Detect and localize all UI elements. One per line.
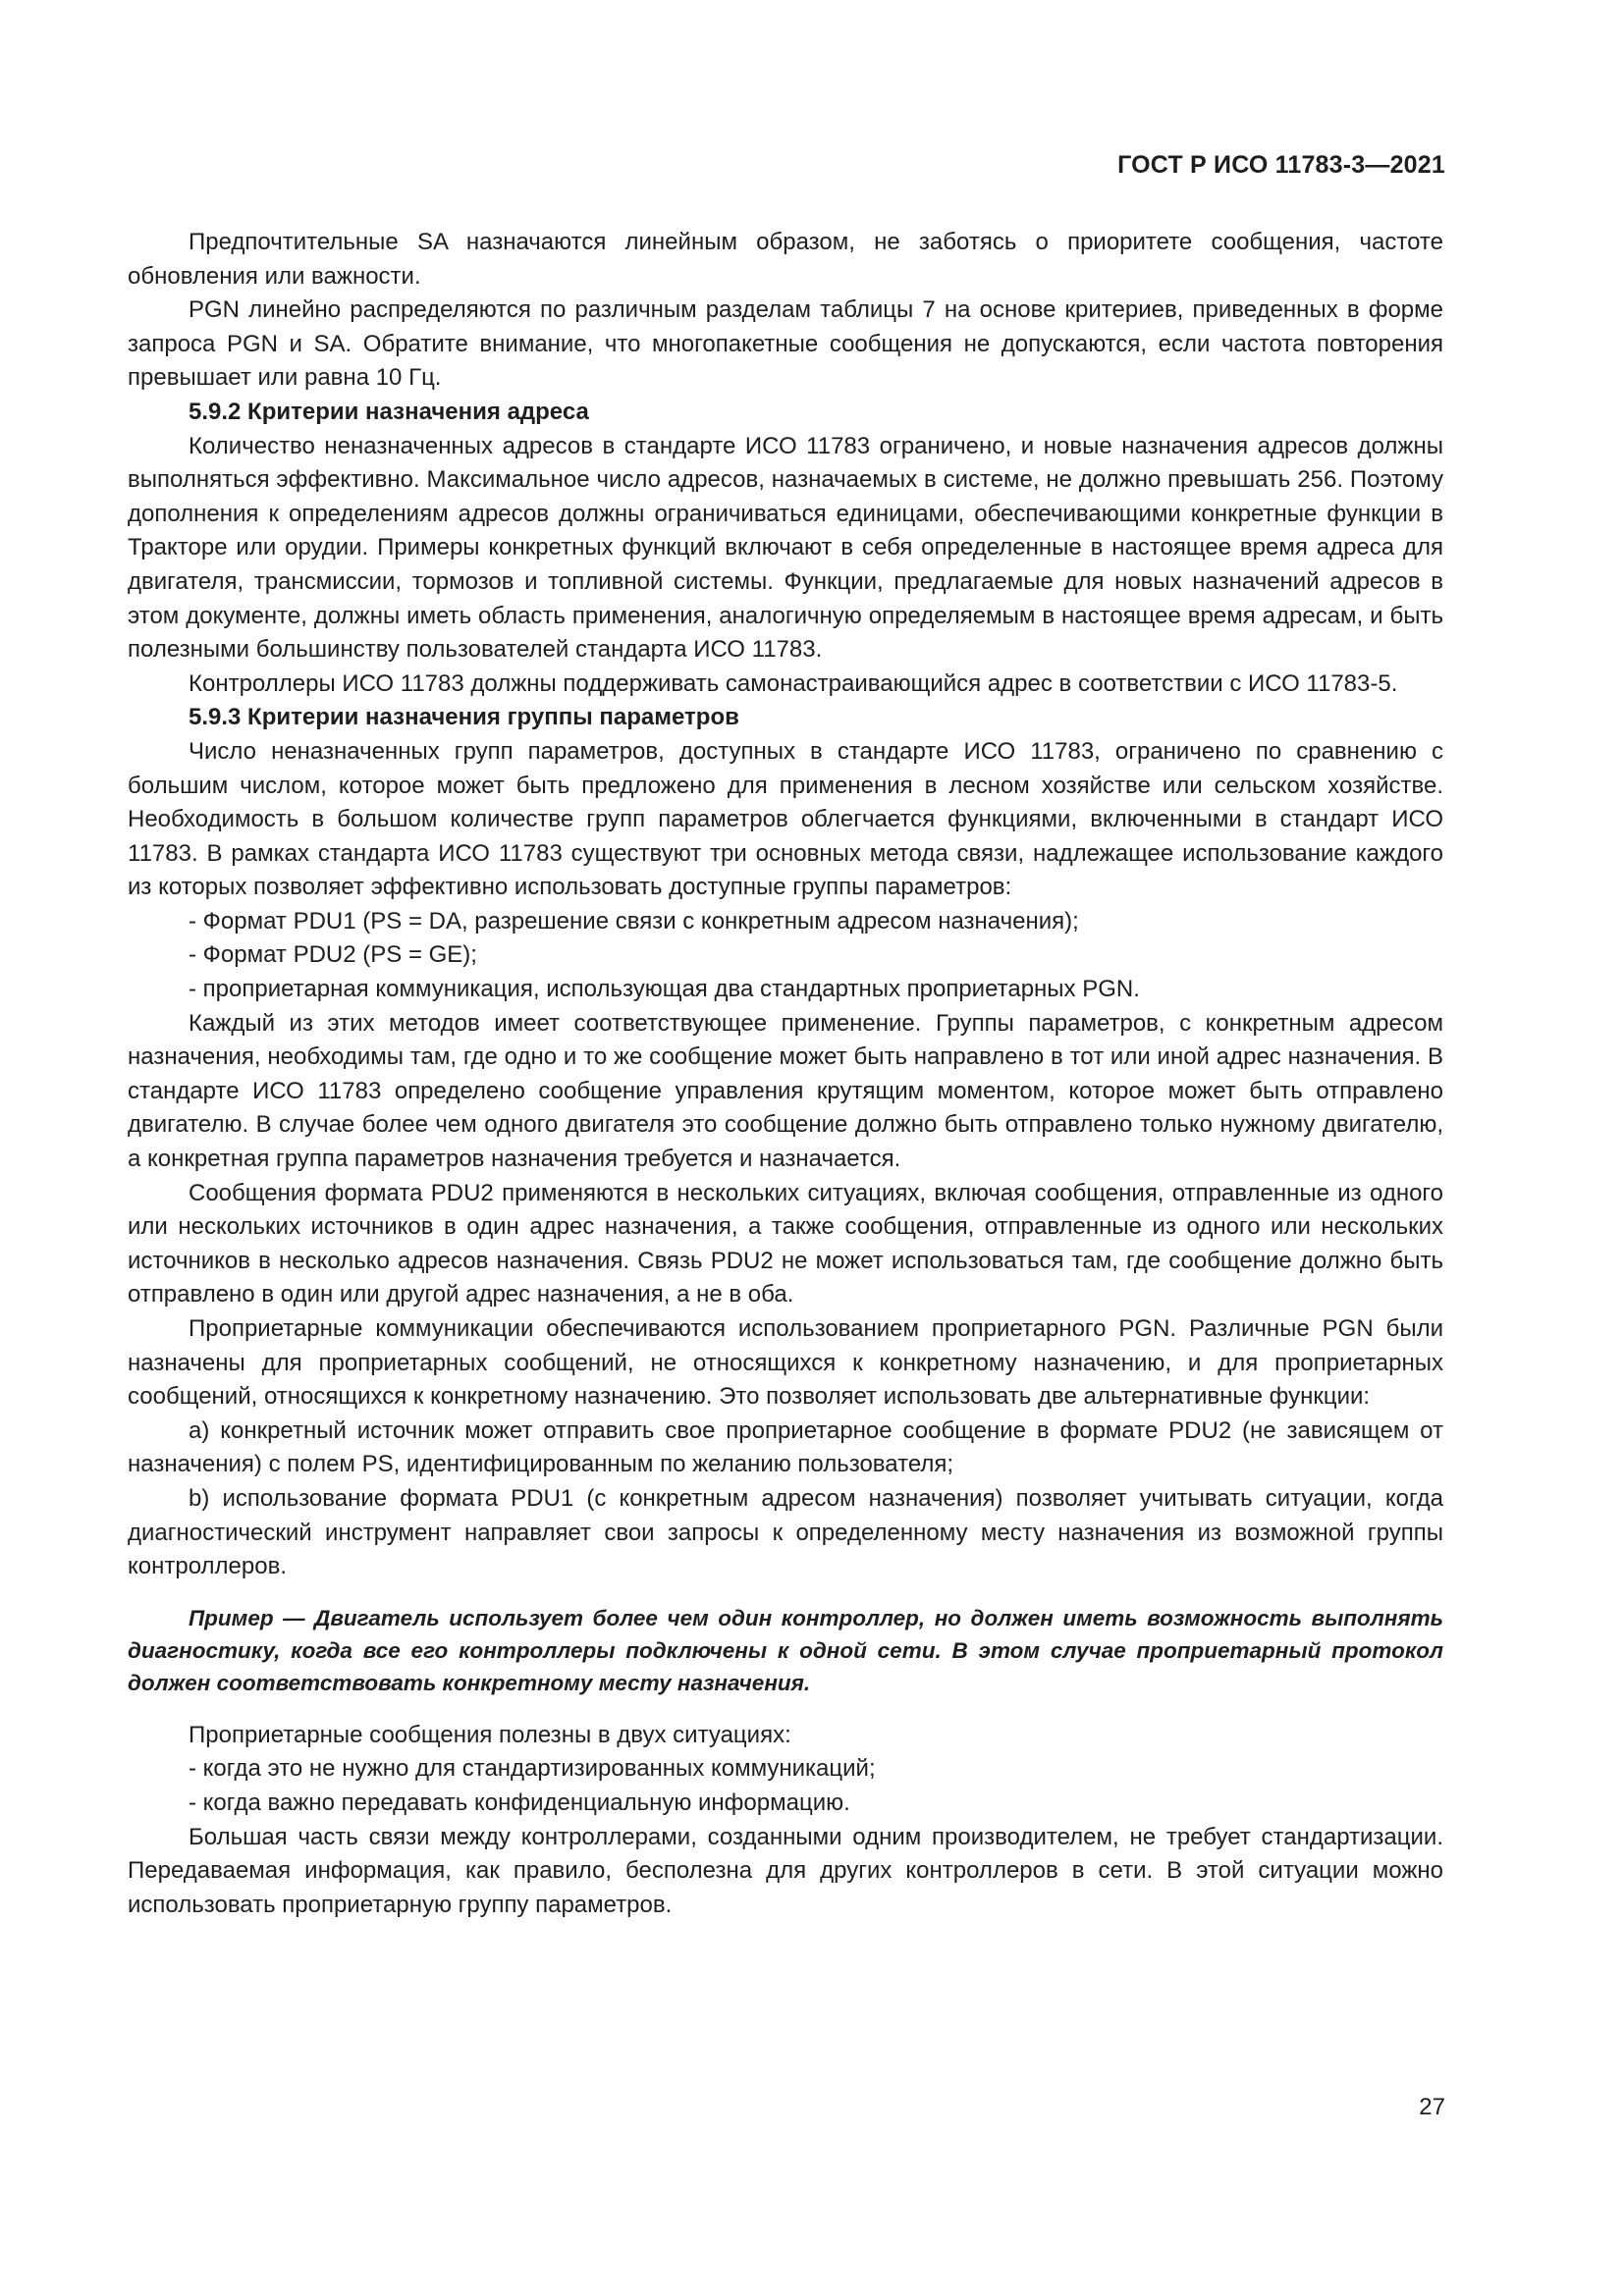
paragraph: PGN линейно распределяются по различным разделам таблицы 7 на основе критериев, приведенных в форме запроса PGN и SA. Обратите внимание, что многопакетные сообщения не допускаются, если частота повторения превышает или равна 10 Гц. xyxy=(128,296,1443,392)
paragraph: Сообщения формата PDU2 применяются в нескольких ситуациях, включая сообщения, отправленные из одного или нескольких источников в один адрес назначения, а также сообщения, отправленные из одного или нескольких источников в несколько адресов назначения. Связь PDU2 не может использоваться там, где сообщение должно быть отправлено в один или другой адрес назначения, а не в оба. xyxy=(128,1179,1443,1308)
enumerated-item-b: b) использование формата PDU1 (с конкретным адресом назначения) позволяет учитывать ситуации, когда диагностический инструмент направляет свои запросы к определенному месту назначения из возможной группы контроллеров. xyxy=(128,1484,1443,1580)
paragraph: Каждый из этих методов имеет соответствующее применение. Группы параметров, с конкретным адресом назначения, необходимы там, где одно и то же сообщение может быть направлено в тот или иной адрес назначения. В стандарте ИСО 11783 определено сообщение управления крутящим моментом, которое может быть отправлено двигателю. В случае более чем одного двигателя это сообщение должно быть отправлено только нужному двигателю, а конкретная группа параметров назначения требуется и назначается. xyxy=(128,1009,1443,1173)
page-number: 27 xyxy=(1419,2094,1445,2120)
paragraph: Большая часть связи между контроллерами, созданными одним производителем, не требует стандартизации. Передаваемая информация, как правило, бесполезна для других контроллеров в сети. В этой ситуации можно использовать проприетарную группу параметров. xyxy=(128,1823,1443,1918)
document-standard-id: ГОСТ Р ИСО 11783-3—2021 xyxy=(1117,151,1445,179)
section-heading-5-9-2: 5.9.2 Критерии назначения адреса xyxy=(189,398,589,425)
list-item: - Формат PDU1 (PS = DA, разрешение связи с конкретным адресом назначения); xyxy=(189,907,1079,934)
example-note: Пример — Двигатель использует более чем один контроллер, но должен иметь возможность выполнять диагностику, когда все его контроллеры подключены к одной сети. В этом случае проприетарный протокол должен соответствовать конкретному месту назначения. xyxy=(128,1605,1443,1695)
list-item: - когда это не нужно для стандартизированных коммуникаций; xyxy=(189,1755,876,1783)
paragraph: Предпочтительные SA назначаются линейным образом, не заботясь о приоритете сообщения, частоте обновления или важности. xyxy=(128,229,1443,290)
section-heading-5-9-3: 5.9.3 Критерии назначения группы параметров xyxy=(189,704,739,731)
list-item: - проприетарная коммуникация, использующая два стандартных проприетарных PGN. xyxy=(189,976,1140,1003)
paragraph: Количество неназначенных адресов в стандарте ИСО 11783 ограничено, и новые назначения адресов должны выполняться эффективно. Максимальное число адресов, назначаемых в системе, не должно превышать 256. Поэтому дополнения к определениям адресов должны ограничиваться единицами, обеспечивающими конкретные функции в Тракторе или орудии. Примеры конкретных функций включают в себя определенные в настоящее время адреса для двигателя, трансмиссии, тормозов и топливной системы. Функции, предлагаемые для новых назначений адресов в этом документе, должны иметь область применения, аналогичную определяемым в настоящее время адресам, и быть полезными большинству пользователей стандарта ИСО 11783. xyxy=(128,432,1443,664)
paragraph: Число неназначенных групп параметров, доступных в стандарте ИСО 11783, ограничено по сравнению с большим числом, которое может быть предложено для применения в лесном хозяйстве или сельском хозяйстве. Необходимость в большом количестве групп параметров облегчается функциями, включенными в стандарт ИСО 11783. В рамках стандарта ИСО 11783 существуют три основных метода связи, надлежащее использование каждого из которых позволяет эффективно использовать доступные группы параметров: xyxy=(128,737,1443,901)
paragraph: Проприетарные коммуникации обеспечиваются использованием проприетарного PGN. Различные PGN были назначены для проприетарных сообщений, не относящихся к конкретному назначению, и для проприетарных сообщений, относящихся к конкретному назначению. Это позволяет использовать две альтернативные функции: xyxy=(128,1315,1443,1411)
list-item: - когда важно передавать конфиденциальную информацию. xyxy=(189,1789,850,1816)
enumerated-item-a: a) конкретный источник может отправить свое проприетарное сообщение в формате PDU2 (не зависящем от назначения) с полем PS, идентифицированным по желанию пользователя; xyxy=(128,1416,1443,1478)
list-item: - Формат PDU2 (PS = GE); xyxy=(189,941,477,969)
document-body xyxy=(128,226,1443,1922)
paragraph: Проприетарные сообщения полезны в двух ситуациях: xyxy=(189,1721,791,1748)
paragraph: Контроллеры ИСО 11783 должны поддерживать самонастраивающийся адрес в соответствии с ИСО 11783-5. xyxy=(189,669,1398,697)
